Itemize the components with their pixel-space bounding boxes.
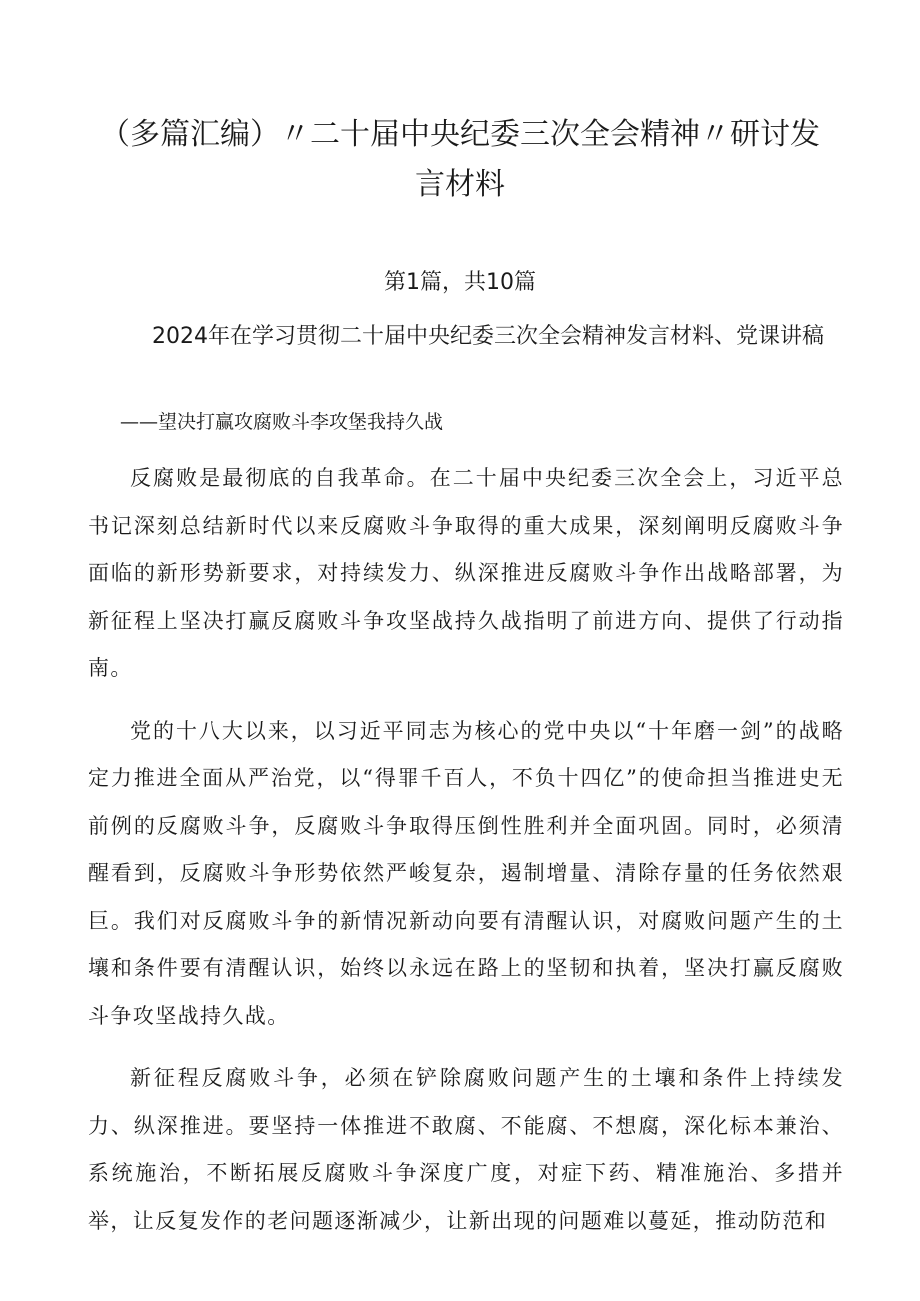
- article-title: 2024年在学习贯彻二十届中央纪委三次全会精神发言材料、党课讲稿: [152, 324, 824, 349]
- article-subtitle: ——望决打赢攻腐败斗李攻堡我持久战: [120, 411, 444, 433]
- document-title: （多篇汇编）〃二十届中央纪委三次全会精神〃研讨发言材料: [100, 117, 820, 202]
- paragraph: 新征程反腐败斗争，必须在铲除腐败问题产生的土壤和条件上持续发力、纵深推进。要坚持一体推进不敢腐、不能腐、不想腐，深化标本兼治、系统施治，不断拓展反腐败斗争深度广度，对症下药、精准施治、多措并举，让反复发作的老问题逐渐减少，让新出现的问题难以蔓延，推动防范和: [88, 1066, 844, 1233]
- article-body: [88, 455, 844, 1260]
- paragraph: 党的十八大以来，以习近平同志为核心的党中央以“十年磨一剑”的战略定力推进全面从严治党，以“得罪千百人，不负十四亿”的使命担当推进史无前例的反腐败斗争，反腐败斗争取得压倒性胜利并全面巩固。同时，必须清醒看到，反腐败斗争形势依然严峻复杂，遏制增量、清除存量的任务依然艰巨。我们对反腐败斗争的新情况新动向要有清醒认识，对腐败问题产生的土壤和条件要有清醒认识，始终以永远在路上的坚韧和执着，坚决打赢反腐败斗争攻坚战持久战。: [88, 718, 844, 1028]
- part-heading: 第1篇，共10篇: [384, 270, 536, 295]
- paragraph: 反腐败是最彻底的自我革命。在二十届中央纪委三次全会上，习近平总书记深刻总结新时代以来反腐败斗争取得的重大成果，深刻阐明反腐败斗争面临的新形势新要求，对持续发力、纵深推进反腐败斗争作出战略部署，为新征程上坚决打赢反腐败斗争攻坚战持久战指明了前进方向、提供了行动指南。: [88, 466, 844, 680]
